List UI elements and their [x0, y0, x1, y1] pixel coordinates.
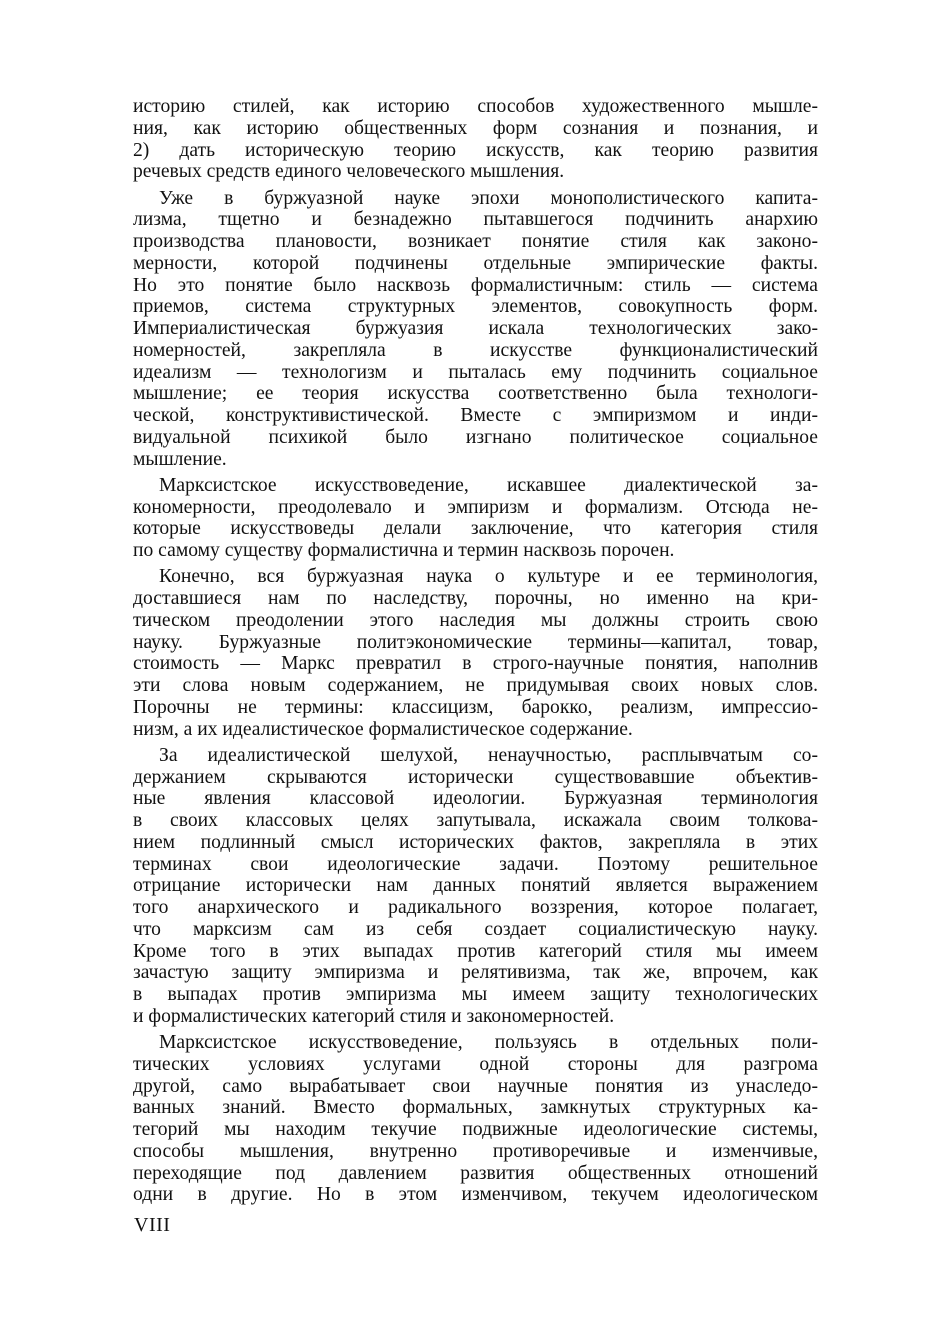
text-line: в своих классовых целях запутывала, искажала своим толкова-	[133, 810, 818, 831]
text-line: За идеалистической шелухой, ненаучностью, расплывчатым со-	[159, 744, 818, 766]
text-line: кономерности, преодолевало и эмпиризм и формализм. Отсюда не-	[133, 496, 818, 518]
text-line: ванных знаний. Вместо формальных, замкнутых структурных ка-	[133, 1097, 818, 1119]
text-line: переходящие под давлением развития общественных отношений	[133, 1162, 818, 1184]
text-line: Марксистское искусствоведение, искавшее диалектической за-	[159, 474, 818, 496]
paragraph	[133, 96, 818, 183]
text-line: способы мышления, внутренно противоречивые и изменчивые,	[133, 1140, 818, 1162]
page-body	[133, 96, 818, 1206]
text-line: историю стилей, как историю способов художественного мышле-	[133, 96, 818, 117]
text-line: которые искусствоведы делали заключение, что категория стиля	[133, 518, 818, 540]
text-line: одни в другие. Но в этом изменчивом, текучем идеологическом	[133, 1184, 818, 1206]
text-line: Марксистское искусствоведение, пользуясь в отдельных поли-	[159, 1032, 818, 1053]
text-line: науку. Буржуазные политэкономические термины—капитал, товар,	[133, 631, 818, 653]
text-line: стоимость — Маркс превратил в строго-научные понятия, наполнив	[133, 653, 818, 675]
text-line: 2) дать историческую теорию искусств, как теорию развития	[133, 139, 818, 161]
text-line: эти слова новым содержанием, не придумывая своих новых слов.	[133, 675, 818, 696]
text-line: речевых средств единого человеческого мышления.	[133, 161, 565, 183]
text-line: ния, как историю общественных форм сознания и познания, и	[133, 117, 818, 139]
text-line: терминах свои идеологические задачи. Поэтому решительное	[133, 853, 818, 875]
text-line: зачастую защиту эмпиризма и релятивизма, так же, впрочем, как	[133, 962, 818, 984]
text-line: номерностей, закрепляла в искусстве функционалистический	[133, 339, 818, 361]
paragraph	[133, 188, 818, 471]
text-line: низм, а их идеалистическое формалистическое содержание.	[133, 718, 633, 740]
paragraph	[133, 475, 818, 562]
text-line: тическом преодолении этого наследия мы должны строить свою	[133, 609, 818, 631]
page-number: VIII	[134, 1214, 171, 1236]
text-line: Но это понятие было насквозь формалистичным: стиль — система	[133, 274, 818, 296]
paragraph	[133, 566, 818, 740]
text-line: лизма, тщетно и безнадежно пытавшегося подчинить анархию	[133, 209, 818, 231]
paragraph	[133, 1032, 818, 1206]
text-line: Уже в буржуазной науке эпохи монополистического капита-	[159, 187, 818, 209]
text-line: тических условиях услугами одной стороны для разгрома	[133, 1053, 818, 1075]
text-line: ные явления классовой идеологии. Буржуазная терминология	[133, 788, 818, 810]
text-line: доставшиеся нам по наследству, порочны, но именно на кри-	[133, 588, 818, 609]
text-line: тегорий мы находим текучие подвижные идеологические системы,	[133, 1119, 818, 1140]
text-line: мышление; ее теория искусства соответственно была технологи-	[133, 383, 818, 405]
text-line: другой, само вырабатывает свои научные понятия из унаследо-	[133, 1075, 818, 1097]
text-line: идеализм — технологизм и пыталась ему подчинить социальное	[133, 361, 818, 383]
text-line: производства плановости, возникает понятие стиля как законо-	[133, 231, 818, 252]
text-line: видуальной психикой было изгнано политическое социальное	[133, 426, 818, 448]
text-line: того анархического и радикального воззрения, которое полагает,	[133, 897, 818, 918]
text-line: отрицание исторически нам данных понятий является выражением	[133, 875, 818, 897]
text-line: и формалистических категорий стиля и закономерностей.	[133, 1005, 615, 1027]
text-line: мерности, которой подчинены отдельные эмпирические факты.	[133, 252, 818, 274]
text-line: Конечно, вся буржуазная наука о культуре и ее терминология,	[159, 566, 818, 588]
text-line: в выпадах против эмпиризма мы имеем защиту технологических	[133, 984, 818, 1005]
text-line: Империалистическая буржуазия искала технологических зако-	[133, 318, 818, 339]
text-line: Порочны не термины: классицизм, барокко, реализм, импрессио-	[133, 696, 818, 718]
text-line: Кроме того в этих выпадах против категорий стиля мы имеем	[133, 940, 818, 962]
text-line: что марксизм сам из себя создает социалистическую науку.	[133, 918, 818, 940]
text-line: мышление.	[133, 448, 227, 470]
text-line: ческой, конструктивистической. Вместе с эмпиризмом и инди-	[133, 405, 818, 426]
text-line: нием подлинный смысл исторических фактов, закрепляла в этих	[133, 831, 818, 853]
text-line: по самому существу формалистична и термин насквозь порочен.	[133, 540, 675, 561]
text-line: держанием скрываются исторически существовавшие объектив-	[133, 766, 818, 788]
paragraph	[133, 745, 818, 1028]
text-line: приемов, система структурных элементов, совокупность форм.	[133, 296, 818, 318]
